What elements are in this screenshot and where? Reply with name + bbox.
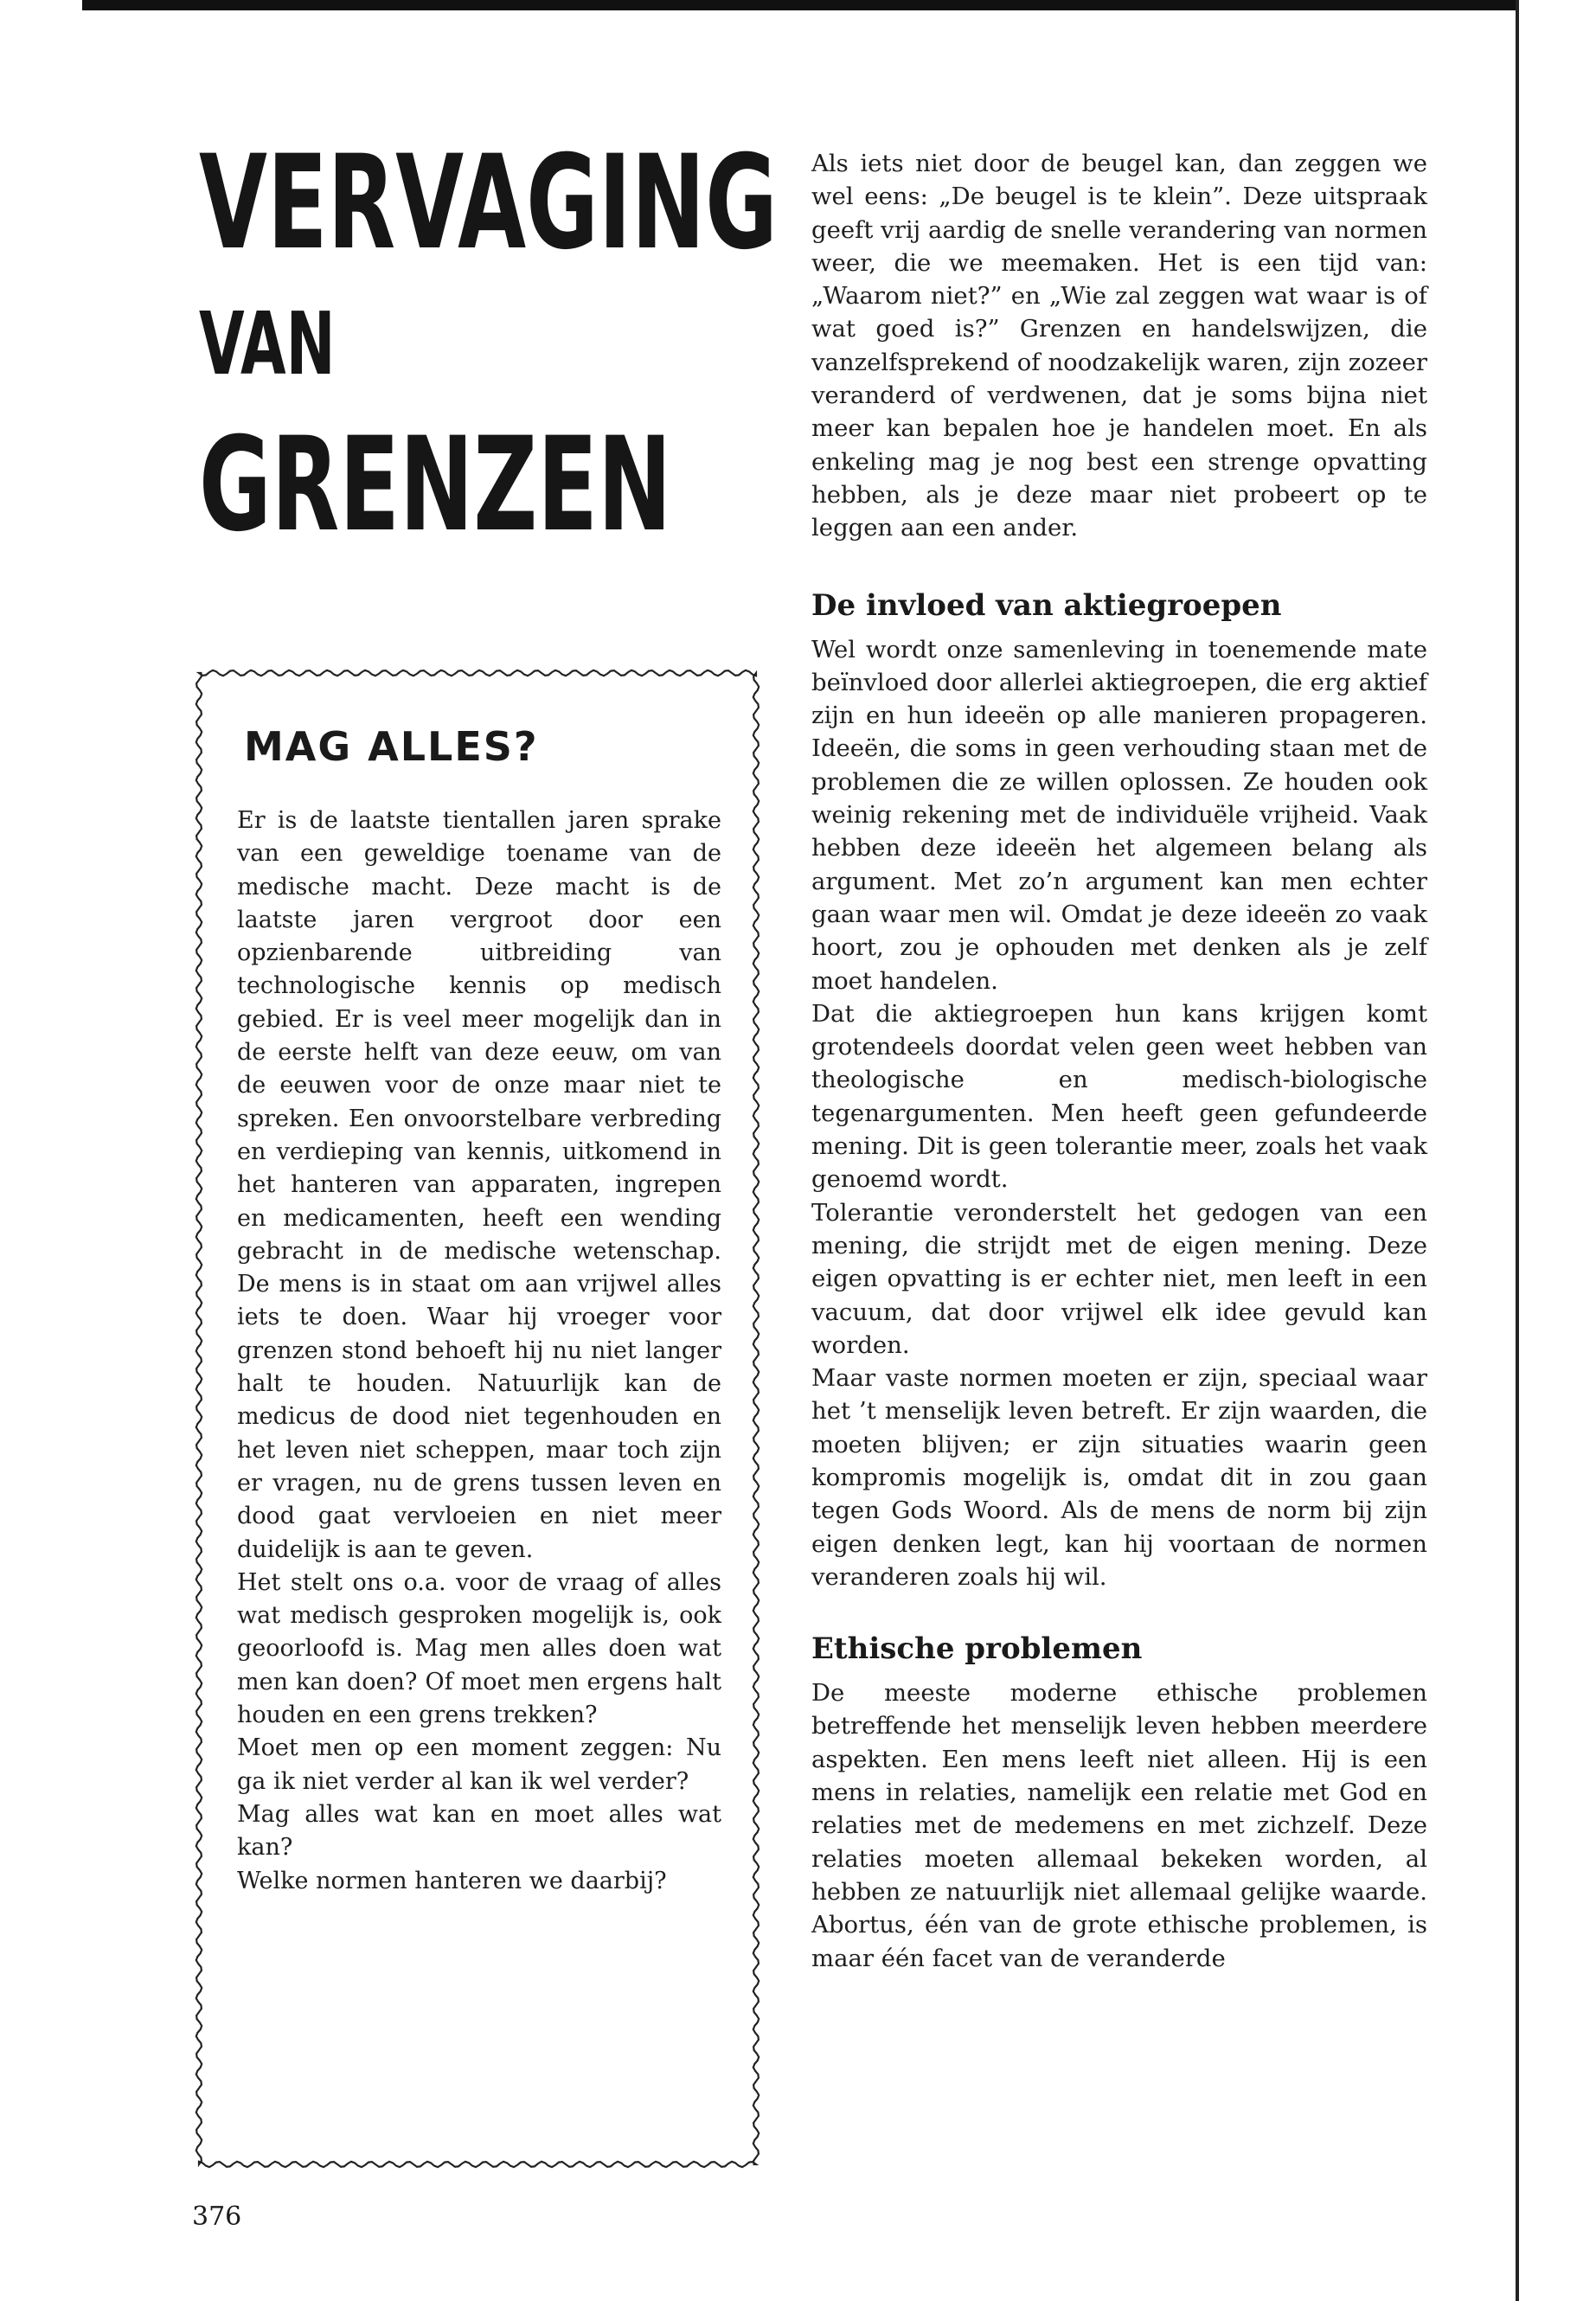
box-body xyxy=(237,804,721,1898)
box-paragraph: Het stelt ons o.a. voor de vraag of alles wat medisch gesproken mogelijk is, ook geoorloofd is. Mag men alles doen wat men kan doen? Of moet men ergens halt houden en een grens trekken? xyxy=(237,1568,721,1729)
box-paragraph: Er is de laatste tientallen jaren sprake van een geweldige toename van de medische macht. Deze macht is de laatste jaren vergroot door een opzienbarende uitbreiding van technologische kennis op medisch gebied. Er is veel meer mogelijk dan in de eerste helft van deze eeuw, om van de eeuwen voor de onze maar niet te spreken. Een onvoorstelbare verbreding en verdieping van kennis, uitkomend in het hanteren van apparaten, ingrepen en medicamenten, heeft een wending gebracht in de medische wetenschap. De mens is in staat om aan vrijwel alles iets te doen. Waar hij vroeger voor grenzen stond behoeft hij nu niet langer halt te houden. Natuurlijk kan de medicus de dood niet tegenhouden en het leven niet scheppen, maar toch zijn er vragen, nu de grens tussen leven en dood gaat vervloeien en niet meer duidelijk is aan te geven. xyxy=(237,807,721,1563)
section2-paragraph: De meeste moderne ethische problemen betreffende het menselijk leven hebben meerdere aspekten. Een mens leeft niet alleen. Hij is een mens in relaties, namelijk een relatie met God en relaties met de medemens en met zichzelf. Deze relaties moeten allemaal bekeken worden, al hebben ze natuurlijk niet allemaal gelijke waarde. Abortus, één van de grote ethische problemen, is maar één facet van de veranderde xyxy=(811,1679,1427,1972)
sidebar-box xyxy=(192,666,763,2171)
box-title: MAG ALLES? xyxy=(244,723,539,770)
headline-line-2: VAN xyxy=(199,293,336,394)
section-heading-ethische-problemen: Ethische problemen xyxy=(811,1631,1143,1667)
section1-paragraph: Wel wordt onze samenleving in toenemende mate beïnvloed door allerlei aktiegroepen, die erg aktief zijn en hun ideeën op alle manieren propageren. Ideeën, die soms in geen verhouding staan met de problemen die ze willen oplossen. Ze houden ook weinig rekening met de individuële vrijheid. Vaak hebben deze ideeën het algemeen belang als argument. Met zo’n argument kan men echter gaan waar men wil. Omdat je deze ideeën zo vaak hoort, zou je ophouden met denken als je zelf moet handelen. xyxy=(811,635,1427,995)
top-border-rule xyxy=(82,0,1518,10)
box-paragraph: Moet men op een moment zeggen: Nu ga ik niet verder al kan ik wel verder? xyxy=(237,1734,721,1795)
intro-paragraph: Als iets niet door de beugel kan, dan zeggen we wel eens: „De beugel is te klein”. Deze uitspraak geeft vrij aardig de snelle verandering van normen weer, die we meemaken. Het is een tijd van: „Waarom niet?” en „Wie zal zeggen wat waar is of wat goed is?” Grenzen en handelswijzen, die vanzelfsprekend of noodzakelijk waren, zijn zozeer veranderd of verdwenen, dat je soms bijna niet meer kan bepalen hoe je handelen moet. En als enkeling mag je nog best een strenge opvatting hebben, als je deze maar niet probeert op te leggen aan een ander. xyxy=(811,150,1427,542)
box-paragraph: Mag alles wat kan en moet alles wat kan? xyxy=(237,1800,721,1862)
right-column xyxy=(811,147,1427,1975)
headline-line-3: GRENZEN xyxy=(199,410,672,561)
box-paragraph: Welke normen hanteren we daarbij? xyxy=(237,1867,667,1894)
section-heading-aktiegroepen: De invloed van aktiegroepen xyxy=(811,587,1282,623)
section1-paragraph: Maar vaste normen moeten er zijn, speciaal waar het ’t menselijk leven betreft. Er zijn waarden, die moeten blijven; er zijn situaties waarin geen kompromis mogelijk is, omdat dit in zou gaan tegen Gods Woord. Als de mens de norm bij zijn eigen denken legt, kan hij voortaan de normen veranderen zoals hij wil. xyxy=(811,1364,1427,1591)
section1-paragraph: Dat die aktiegroepen hun kans krijgen komt grotendeels doordat velen geen weet hebben van theologische en medisch-biologische tegenargumenten. Men heeft geen gefundeerde mening. Dit is geen tolerantie meer, zoals het vaak genoemd wordt. xyxy=(811,999,1427,1194)
headline-line-1: VERVAGING xyxy=(199,128,778,279)
section1-paragraph: Tolerantie veronderstelt het gedogen van een mening, die strijdt met de eigen mening. Deze eigen opvatting is er echter niet, men leeft in een vacuum, dat door vrijwel elk idee gevuld kan worden. xyxy=(811,1198,1427,1359)
page-number: 376 xyxy=(192,2202,242,2232)
right-border-rule xyxy=(1516,0,1519,2301)
